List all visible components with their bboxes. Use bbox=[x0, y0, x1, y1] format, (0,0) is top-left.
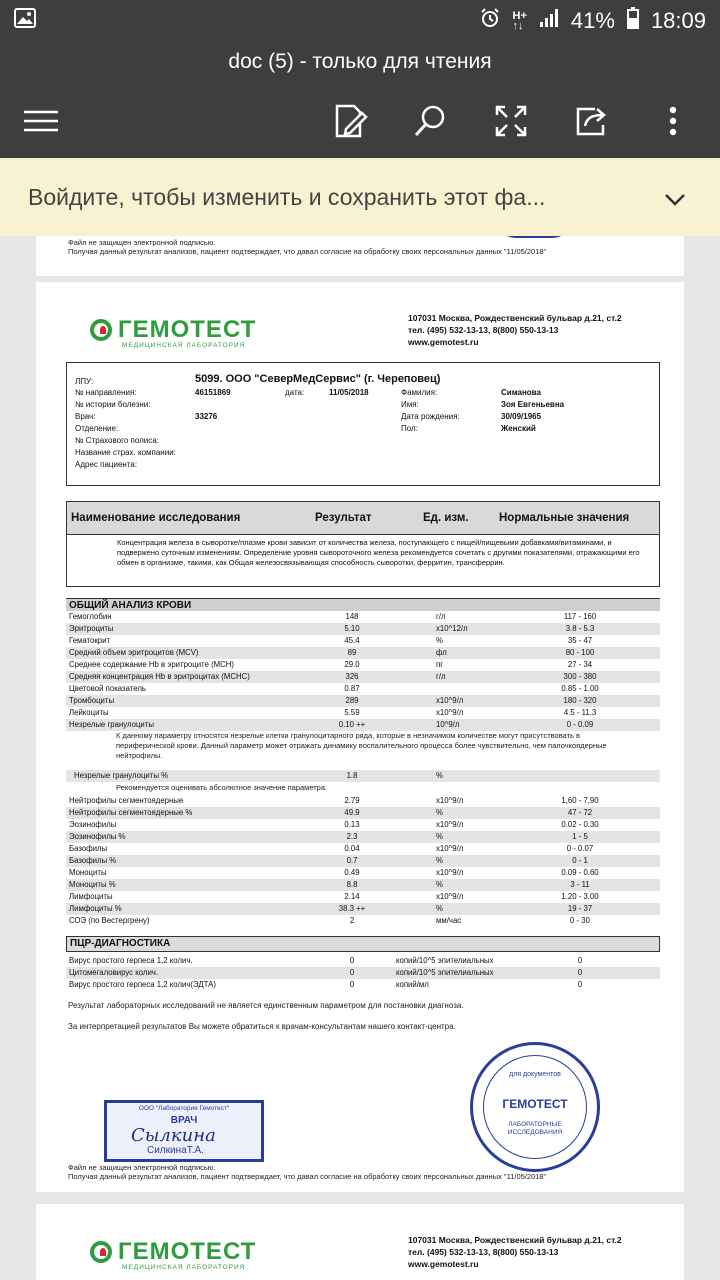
cell-result: 326 bbox=[345, 672, 359, 681]
cell-norm: 0 - 30 bbox=[570, 916, 590, 925]
cell-name: Гематокрит bbox=[69, 636, 111, 645]
share-icon bbox=[575, 105, 609, 137]
cell-unit: % bbox=[436, 832, 443, 841]
cell-norm: 80 - 100 bbox=[565, 648, 595, 657]
cell-norm: 3 - 11 bbox=[570, 880, 590, 889]
surname-value: Симанова bbox=[501, 388, 541, 397]
cell-result: 0 bbox=[349, 968, 355, 977]
cell-unit: x10^9/л bbox=[436, 820, 464, 829]
cell-result: 0.7 bbox=[346, 856, 358, 865]
hamburger-icon bbox=[23, 109, 59, 133]
cell-norm: 47 - 72 bbox=[567, 808, 593, 817]
cell-name: Моноциты % bbox=[69, 880, 116, 889]
cell-unit: x10^9/л bbox=[436, 696, 464, 705]
cell-unit: г/л bbox=[436, 612, 446, 621]
cell-name: Средний объем эритроцитов (MCV) bbox=[69, 648, 199, 657]
cell-unit: x10^9/л bbox=[436, 796, 464, 805]
logo-tagline: МЕДИЦИНСКАЯ ЛАБОРАТОРИЯ bbox=[122, 342, 246, 349]
cell-norm: 180 - 320 bbox=[563, 696, 597, 705]
cell-name: Нейтрофилы сегментоядерные bbox=[69, 796, 184, 805]
cell-name: Эозинофилы bbox=[69, 820, 117, 829]
cell-unit: % bbox=[436, 808, 443, 817]
seal-bottom-text: ЛАБОРАТОРНЫЕ ИССЛЕДОВАНИЯ bbox=[507, 1121, 563, 1136]
table-row bbox=[66, 695, 660, 707]
cell-name: Лейкоциты bbox=[69, 708, 109, 717]
cell-unit: % bbox=[436, 771, 443, 780]
cell-unit: x10^9/л bbox=[436, 892, 464, 901]
cell-norm: 0.85 - 1.00 bbox=[561, 684, 599, 693]
alarm-icon bbox=[479, 7, 501, 35]
seal-top-text: для документов bbox=[509, 1071, 561, 1078]
cell-norm: 27 - 34 bbox=[567, 660, 593, 669]
cell-result: 0 bbox=[349, 956, 355, 965]
birth-label: Дата рождения: bbox=[401, 412, 460, 421]
cell-result: 289 bbox=[345, 696, 359, 705]
cell-unit: % bbox=[436, 880, 443, 889]
cell-norm: 0 bbox=[577, 956, 583, 965]
col-unit-header: Ед. изм. bbox=[423, 512, 469, 524]
logo-mark-icon bbox=[90, 1241, 112, 1263]
website: www.gemotest.ru bbox=[408, 337, 479, 347]
sex-label: Пол: bbox=[401, 424, 418, 433]
address-line: 107031 Москва, Рождественский бульвар д.21, ст.2 bbox=[408, 313, 622, 323]
menu-button[interactable] bbox=[16, 96, 66, 146]
col-result-header: Результат bbox=[315, 512, 372, 524]
cell-name: Незрелые гранулоциты bbox=[69, 720, 154, 729]
address-line-next: 107031 Москва, Рождественский бульвар д.21, ст.2 bbox=[408, 1235, 622, 1245]
cell-unit: копий/мл bbox=[396, 980, 429, 989]
logo-tagline-next: МЕДИЦИНСКАЯ ЛАБОРАТОРИЯ bbox=[122, 1264, 246, 1271]
referral-label: № направления: bbox=[75, 388, 137, 397]
cell-norm: 1.20 - 3.00 bbox=[561, 892, 599, 901]
table-row bbox=[66, 855, 660, 867]
cell-norm: 1,60 - 7,90 bbox=[561, 796, 599, 805]
cell-norm: 300 - 380 bbox=[563, 672, 597, 681]
gemotest-logo-next bbox=[90, 1238, 257, 1271]
pcr-section-title: ПЦР-ДИАГНОСТИКА bbox=[66, 936, 660, 952]
cell-result: 0.04 bbox=[344, 844, 360, 853]
table-row bbox=[66, 843, 660, 855]
cell-unit: % bbox=[436, 904, 443, 913]
cbc-section-title: ОБЩИЙ АНАЛИЗ КРОВИ bbox=[66, 598, 660, 611]
case-label: № истории болезни: bbox=[75, 400, 151, 409]
cell-name: Тромбоциты bbox=[69, 696, 115, 705]
date-label: дата: bbox=[285, 388, 305, 397]
results-table-header bbox=[66, 501, 660, 535]
address-label: Адрес пациента: bbox=[75, 460, 138, 469]
expand-icon bbox=[495, 105, 527, 137]
seal-brand: ГЕМОТЕСТ bbox=[502, 1097, 568, 1111]
stamp-org: ООО "Лаборатория Гемотест" bbox=[138, 1105, 230, 1112]
footer-consent-note-main: Получая данный результат анализов, пациент подтверждает, что давал согласие на обработку своих персональных данных "11/05/2018" bbox=[68, 1172, 547, 1181]
cell-norm: 1 - 5 bbox=[572, 832, 588, 841]
more-options-button[interactable] bbox=[648, 96, 698, 146]
table-row bbox=[66, 671, 660, 683]
cell-norm: 0.02 - 0.30 bbox=[561, 820, 599, 829]
table-row bbox=[66, 807, 660, 819]
cell-result: 1.8 bbox=[346, 771, 358, 780]
table-row bbox=[66, 683, 660, 695]
table-row bbox=[66, 967, 660, 979]
table-row bbox=[66, 611, 660, 623]
gemotest-logo bbox=[90, 316, 257, 349]
document-title: doc (5) - только для чтения bbox=[228, 50, 492, 73]
cell-result: 0.10 ++ bbox=[338, 720, 366, 729]
footer-consent-note: Получая данный результат анализов, пациент подтверждает, что давал согласие на обработку своих персональных данных "11/05/2018" bbox=[68, 247, 547, 256]
cell-result: 5.10 bbox=[344, 624, 360, 633]
phone-line-next: тел. (495) 532-13-13, 8(800) 550-13-13 bbox=[408, 1247, 559, 1257]
website-next: www.gemotest.ru bbox=[408, 1259, 479, 1269]
cell-unit: x10^9/л bbox=[436, 844, 464, 853]
page-previous bbox=[36, 236, 684, 276]
cell-result: 38.3 ++ bbox=[338, 904, 366, 913]
table-row bbox=[66, 635, 660, 647]
gran-percent-note: Рекомендуется оценивать абсолютное значение параметра. bbox=[116, 783, 328, 792]
table-row bbox=[66, 867, 660, 879]
table-row bbox=[66, 903, 660, 915]
cell-norm: 4.5 - 11.3 bbox=[563, 708, 597, 717]
cell-norm: 0 - 0.07 bbox=[566, 844, 594, 853]
cell-result: 2.14 bbox=[344, 892, 360, 901]
stamp-role: ВРАЧ bbox=[170, 1115, 198, 1126]
page-main bbox=[36, 282, 684, 1192]
cell-name: Вирус простого герпеса 1,2 колич(ЭДТА) bbox=[69, 980, 216, 989]
table-row bbox=[66, 623, 660, 635]
edit-button[interactable] bbox=[326, 96, 376, 146]
table-row bbox=[66, 831, 660, 843]
table-row bbox=[66, 770, 660, 782]
cell-unit: пг bbox=[436, 660, 444, 669]
cell-name: Эозинофилы % bbox=[69, 832, 126, 841]
app-bar bbox=[0, 42, 720, 158]
page-next bbox=[36, 1204, 684, 1280]
cell-result: 2.3 bbox=[346, 832, 358, 841]
granulocyte-note: К данному параметру относятся незрелые клетки гранулоцитарного ряда, которые в незначимом количестве могут присутствовать в периферической крови. Данный параметр может отражать динамику воспалительного процесса более чувствительно, чем палочкоядерные нейтрофилы. bbox=[116, 731, 607, 760]
battery-icon bbox=[627, 7, 639, 35]
policy-label: № Страхового полиса: bbox=[75, 436, 159, 445]
table-row bbox=[66, 707, 660, 719]
cell-name: Среднее содержание Hb в эритроците (MCH) bbox=[69, 660, 235, 669]
cell-result: 29.0 bbox=[344, 660, 360, 669]
cell-name: Моноциты bbox=[69, 868, 107, 877]
cell-name: Гемоглобин bbox=[69, 612, 112, 621]
document-viewer[interactable] bbox=[0, 236, 720, 1280]
cell-unit: x10^9/л bbox=[436, 868, 464, 877]
cell-name: Нейтрофилы сегментоядерные % bbox=[69, 808, 193, 817]
cell-name: Незрелые гранулоциты % bbox=[74, 771, 169, 780]
search-icon bbox=[413, 104, 447, 138]
cell-unit: копий/10^5 эпителиальных bbox=[396, 968, 494, 977]
cell-unit: % bbox=[436, 636, 443, 645]
cell-result: 5.59 bbox=[344, 708, 360, 717]
table-row bbox=[66, 979, 660, 991]
cell-norm: 0 - 0.09 bbox=[566, 720, 594, 729]
cell-name: Цитомегаловирус колич. bbox=[69, 968, 159, 977]
cell-unit: фл bbox=[436, 648, 447, 657]
seal-stamp-partial bbox=[494, 236, 574, 238]
logo-mark-icon bbox=[90, 319, 112, 341]
cell-name: Средняя концентрация Hb в эритроцитах (MCHC) bbox=[69, 672, 250, 681]
cell-unit: 10^9/л bbox=[436, 720, 460, 729]
cell-name: Вирус простого герпеса 1,2 колич. bbox=[69, 956, 193, 965]
cell-result: 8.8 bbox=[346, 880, 358, 889]
cell-unit: г/л bbox=[436, 672, 446, 681]
cell-result: 89 bbox=[347, 648, 357, 657]
cell-result: 2 bbox=[349, 916, 355, 925]
table-row bbox=[66, 879, 660, 891]
cell-norm: 35 - 47 bbox=[567, 636, 593, 645]
lab-seal-stamp bbox=[470, 1042, 600, 1172]
clock: 18:09 bbox=[650, 8, 706, 33]
cell-unit: x10^12/л bbox=[436, 624, 468, 633]
doctor-value: 33276 bbox=[195, 412, 218, 421]
cell-result: 0.49 bbox=[344, 868, 360, 877]
cell-name: Эритроциты bbox=[69, 624, 114, 633]
cell-norm: 0.09 - 0.60 bbox=[561, 868, 599, 877]
signin-banner[interactable] bbox=[0, 158, 720, 236]
table-row bbox=[66, 955, 660, 967]
insurer-label: Название страх. компании: bbox=[75, 448, 176, 457]
cell-name: Лимфоциты bbox=[69, 892, 113, 901]
cell-unit: % bbox=[436, 856, 443, 865]
logo-brand: ГЕМОТЕСТ bbox=[118, 316, 257, 343]
date-value: 11/05/2018 bbox=[329, 388, 369, 397]
table-row bbox=[66, 795, 660, 807]
cell-name: Лимфоциты % bbox=[69, 904, 122, 913]
doctor-stamp bbox=[104, 1100, 264, 1162]
image-icon bbox=[14, 8, 36, 34]
share-button[interactable] bbox=[567, 96, 617, 146]
lpu-value: 5099. ООО "СеверМедСервис" (г. Череповец) bbox=[195, 373, 441, 385]
search-button[interactable] bbox=[405, 96, 455, 146]
department-label: Отделение: bbox=[75, 424, 119, 433]
cell-name: Цветовой показатель bbox=[69, 684, 146, 693]
doctor-label: Врач: bbox=[75, 412, 96, 421]
name-value: Зоя Евгеньевна bbox=[501, 400, 565, 409]
signal-icon bbox=[539, 8, 559, 34]
patient-info-box bbox=[66, 362, 660, 486]
more-vert-icon bbox=[669, 106, 677, 136]
table-row bbox=[66, 915, 660, 927]
col-name-header: Наименование исследования bbox=[71, 512, 241, 524]
phone-line: тел. (495) 532-13-13, 8(800) 550-13-13 bbox=[408, 325, 559, 335]
sex-value: Женский bbox=[501, 424, 536, 433]
cell-result: 148 bbox=[345, 612, 359, 621]
battery-percent: 41% bbox=[570, 8, 615, 33]
stamp-doctor-name: СилкинаТ.А. bbox=[147, 1145, 204, 1156]
birth-value: 30/09/1965 bbox=[501, 412, 542, 421]
table-row bbox=[66, 719, 660, 731]
cell-result: 2.79 bbox=[344, 796, 360, 805]
fullscreen-button[interactable] bbox=[486, 96, 536, 146]
cell-result: 0 bbox=[349, 980, 355, 989]
surname-label: Фамилия: bbox=[401, 388, 438, 397]
cell-unit: x10^9/л bbox=[436, 708, 464, 717]
edit-document-icon bbox=[334, 103, 368, 139]
cell-norm: 3.8 - 5.3 bbox=[565, 624, 595, 633]
table-row bbox=[66, 659, 660, 671]
cell-norm: 0 - 1 bbox=[572, 856, 588, 865]
status-bar bbox=[0, 0, 720, 42]
banner-text: Войдите, чтобы изменить и сохранить этот фа... bbox=[28, 183, 546, 210]
data-icon: H+ ↑↓ bbox=[512, 10, 527, 32]
cell-result: 0.87 bbox=[344, 684, 360, 693]
footer-signature-note-main: Файл не защищен электронной подписью. bbox=[68, 1163, 216, 1172]
cell-name: Базофилы bbox=[69, 844, 108, 853]
table-row bbox=[66, 647, 660, 659]
cell-unit: копий/10^5 эпителиальных bbox=[396, 956, 494, 965]
logo-brand-next: ГЕМОТЕСТ bbox=[118, 1238, 257, 1265]
lpu-label: ЛПУ: bbox=[75, 377, 94, 386]
footer-signature-note: Файл не защищен электронной подписью. bbox=[68, 238, 216, 247]
cell-norm: 117 - 160 bbox=[563, 612, 597, 621]
cell-result: 0.13 bbox=[344, 820, 360, 829]
cell-norm: 0 bbox=[577, 968, 583, 977]
table-row bbox=[66, 891, 660, 903]
col-norm-header: Нормальные значения bbox=[499, 512, 630, 524]
cell-result: 49.9 bbox=[344, 808, 360, 817]
doctor-signature: Сылкина bbox=[131, 1125, 216, 1146]
referral-value: 46151869 bbox=[195, 388, 231, 397]
disclaimer-contact: За интерпретацией результатов Вы можете обратиться к врачам-консультантам нашего контакт-центра. bbox=[68, 1022, 456, 1031]
lab-address-next bbox=[408, 1234, 622, 1270]
cell-norm: 19 - 37 bbox=[567, 904, 593, 913]
cell-name: СОЭ (по Вестергрену) bbox=[69, 916, 150, 925]
cell-name: Базофилы % bbox=[69, 856, 117, 865]
name-label: Имя: bbox=[401, 400, 419, 409]
cell-result: 45.4 bbox=[344, 636, 360, 645]
iron-note: Концентрация железа в сыворотке/плазме крови зависит от количества железа, поступающего с пищей/пищевыми добавками/витаминами, и подвержено суточным изменениям. Определение уровня сывороточного железа рекомендуется сочетать с другими показателями, отражающими его обмен в организме, такими, как Общая железосвязывающая способность сыворотки, ферритин, трансферрин. bbox=[66, 535, 660, 587]
chevron-down-icon[interactable] bbox=[664, 186, 686, 213]
lab-address bbox=[408, 312, 622, 348]
cell-norm: 0 bbox=[577, 980, 583, 989]
table-row bbox=[66, 819, 660, 831]
disclaimer-diagnosis: Результат лабораторных исследований не является единственным параметром для постановки диагноза. bbox=[68, 1001, 464, 1010]
cell-unit: мм/час bbox=[436, 916, 462, 925]
